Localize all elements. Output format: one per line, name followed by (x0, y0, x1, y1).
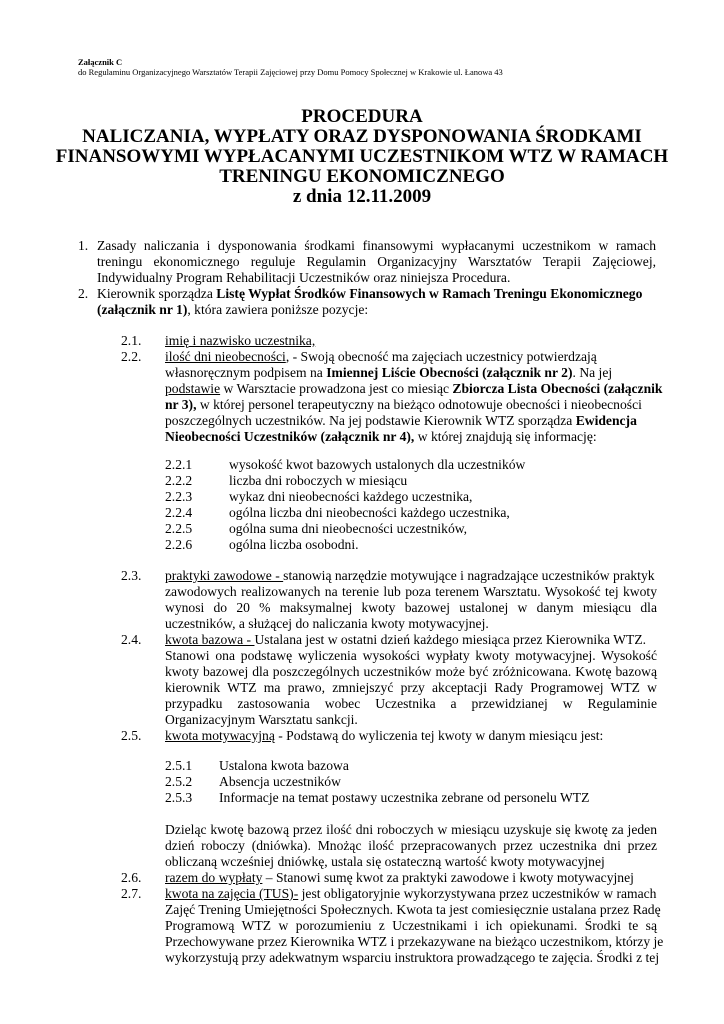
paragraph-line: ilość dni nieobecności, - Swoją obecność ma zajęciach uczestnicy potwierdzają (165, 349, 597, 364)
paragraph-line: kwota na zajęcia (TUS)- jest obligatoryjnie wykorzystywana przez uczestników w ramach (165, 886, 657, 901)
paragraph-line: treningu ekonomicznego reguluje Regulamin Organizacyjny Warsztatów Terapii Zajęciowej, (97, 254, 656, 269)
list-item-number: 2.5.1 (165, 758, 193, 773)
list-item-number: 2.2.1 (165, 457, 193, 472)
section-number: 2. (78, 286, 89, 301)
paragraph-line: Organizacyjnym Warsztatu sankcji. (165, 712, 358, 727)
paragraph-line: nr 3), w której personel terapeutyczny na bieżąco odnotowuje obecności i nieobecności (165, 397, 642, 412)
list-item: Absencja uczestników (219, 774, 341, 789)
subsection-number: 2.4. (121, 632, 142, 647)
paragraph-line: przypadku zastosowania wobec Uczestnika a przewidzianej w Regulaminie (165, 696, 657, 711)
section-number: 1. (78, 238, 89, 253)
paragraph-line: Kierownik sporządza Listę Wypłat Środków Finansowych w Ramach Treningu Ekonomicznego (97, 286, 643, 301)
paragraph-line: obliczaną wcześniej dniówkę, ustala się ostateczną wartość kwoty motywacyjnej (165, 854, 605, 869)
paragraph-line: Zasady naliczania i dysponowania środkami finansowymi wypłacanymi uczestnikom w ramach (97, 238, 656, 253)
paragraph-line: Przechowywane przez Kierownika WTZ i przekazywane na bieżąco uczestnikom, którzy je (165, 934, 664, 949)
list-item-number: 2.2.6 (165, 537, 193, 552)
paragraph-line: (załącznik nr 1), która zawiera poniższe pozycje: (97, 302, 369, 317)
paragraph-line: Indywidualny Program Rehabilitacji Uczestników oraz niniejsza Procedura. (97, 270, 511, 285)
list-item-number: 2.2.5 (165, 521, 193, 536)
paragraph-line: kwota motywacyjną - Podstawą do wyliczenia tej kwoty w danym miesiącu jest: (165, 728, 604, 743)
list-item: ogólna liczba osobodni. (229, 537, 359, 552)
attachment-description: do Regulaminu Organizacyjnego Warsztatów Terapii Zajęciowej przy Domu Pomocy Społecznej w Krakowie ul. Łanowa 43 (78, 67, 503, 77)
paragraph-line: Nieobecności Uczestników (załącznik nr 4), w której znajdują się informację: (165, 429, 597, 444)
title-line: NALICZANIA, WYPŁATY ORAZ DYSPONOWANIA ŚRODKAMI (82, 126, 642, 147)
list-item: ogólna liczba dni nieobecności każdego uczestnika, (229, 505, 510, 520)
title-line: FINANSOWYMI WYPŁACANYMI UCZESTNIKOM WTZ W RAMACH (55, 146, 669, 167)
list-item: Ustalona kwota bazowa (219, 758, 349, 773)
title-date: z dnia 12.11.2009 (292, 186, 432, 207)
subsection-number: 2.5. (121, 728, 142, 743)
subsection-text: imię i nazwisko uczestnika, (165, 333, 316, 348)
paragraph-line: Dzieląc kwotę bazową przez ilość dni roboczych w miesiącu uzyskuje się kwotę za jeden (165, 822, 657, 837)
paragraph-line: własnoręcznym podpisem na Imiennej Liście Obecności (załącznik nr 2). Na jej (165, 365, 613, 380)
subsection-number: 2.2. (121, 349, 142, 364)
paragraph-line: poszczególnych uczestników. Na jej podstawie Kierownik WTZ sporządza Ewidencja (165, 413, 637, 428)
list-item: wysokość kwot bazowych ustalonych dla uczestników (229, 457, 526, 472)
attachment-label: Załącznik C (78, 57, 123, 67)
paragraph-line: dzień roboczy (dniówka). Mnożąc ilość przepracowanych przez uczestnika dni przez (165, 838, 657, 853)
paragraph-line: Stanowi ona podstawę wyliczenia wysokości wypłaty kwoty motywacyjnej. Wysokość (165, 648, 657, 663)
paragraph-line: kwota bazowa - Ustalana jest w ostatni dzień każdego miesiąca przez Kierownika WTZ. (165, 632, 647, 647)
list-item-number: 2.2.3 (165, 489, 193, 504)
paragraph-line: wykorzystują przy adekwatnym wsparciu instruktora prowadzącego te zajęcia. Środki z tej (165, 950, 660, 965)
paragraph-line: wynosi do 20 % maksymalnej kwoty bazowej ustalonej w danym miesiącu dla (165, 600, 657, 615)
list-item-number: 2.5.3 (165, 790, 193, 805)
subsection-number: 2.1. (121, 333, 142, 348)
paragraph-line: zawodowych realizowanych na terenie lub poza terenem Warsztatu. Wysokość tej kwoty (165, 584, 657, 599)
paragraph-line: praktyki zawodowe - stanowią narzędzie motywujące i nagradzające uczestników praktyk (165, 568, 655, 583)
document-title (40, 107, 684, 207)
paragraph-line: kwoty bazowej dla poszczególnych uczestników może być zróżnicowana. Kwotę bazową (165, 664, 657, 679)
subsection-number: 2.6. (121, 870, 142, 885)
list-item-number: 2.2.4 (165, 505, 193, 520)
list-item-number: 2.2.2 (165, 473, 193, 488)
paragraph-line: uczestników, a służącej do naliczania kwoty motywacyjnej. (165, 616, 489, 631)
paragraph-line: kierownik WTZ ma prawo, zmniejszyć przy akceptacji Rady Programowej WTZ w (165, 680, 657, 695)
list-item: Informacje na temat postawy uczestnika zebrane od personelu WTZ (219, 790, 590, 805)
subsection-number: 2.3. (121, 568, 142, 583)
paragraph-line: Zajęć Trening Umiejętności Społecznych. Kwota ta jest comiesięcznie ustalana przez Radę (165, 902, 661, 917)
paragraph-line: Programową WTZ w porozumieniu z Uczestnikami i ich opiekunami. Środki te są (165, 918, 657, 933)
title-line: PROCEDURA (301, 106, 423, 127)
list-item: ogólna suma dni nieobecności uczestników, (229, 521, 468, 536)
paragraph-line: razem do wypłaty – Stanowi sumę kwot za praktyki zawodowe i kwoty motywacyjnej (165, 870, 634, 885)
paragraph-line: podstawie w Warsztacie prowadzona jest co miesiąc Zbiorcza Lista Obecności (załącznik (165, 381, 663, 396)
list-item: liczba dni roboczych w miesiącu (229, 473, 408, 488)
subsection-number: 2.7. (121, 886, 142, 901)
title-line: TRENINGU EKONOMICZNEGO (219, 166, 505, 187)
list-item: wykaz dni nieobecności każdego uczestnika, (229, 489, 473, 504)
list-item-number: 2.5.2 (165, 774, 193, 789)
